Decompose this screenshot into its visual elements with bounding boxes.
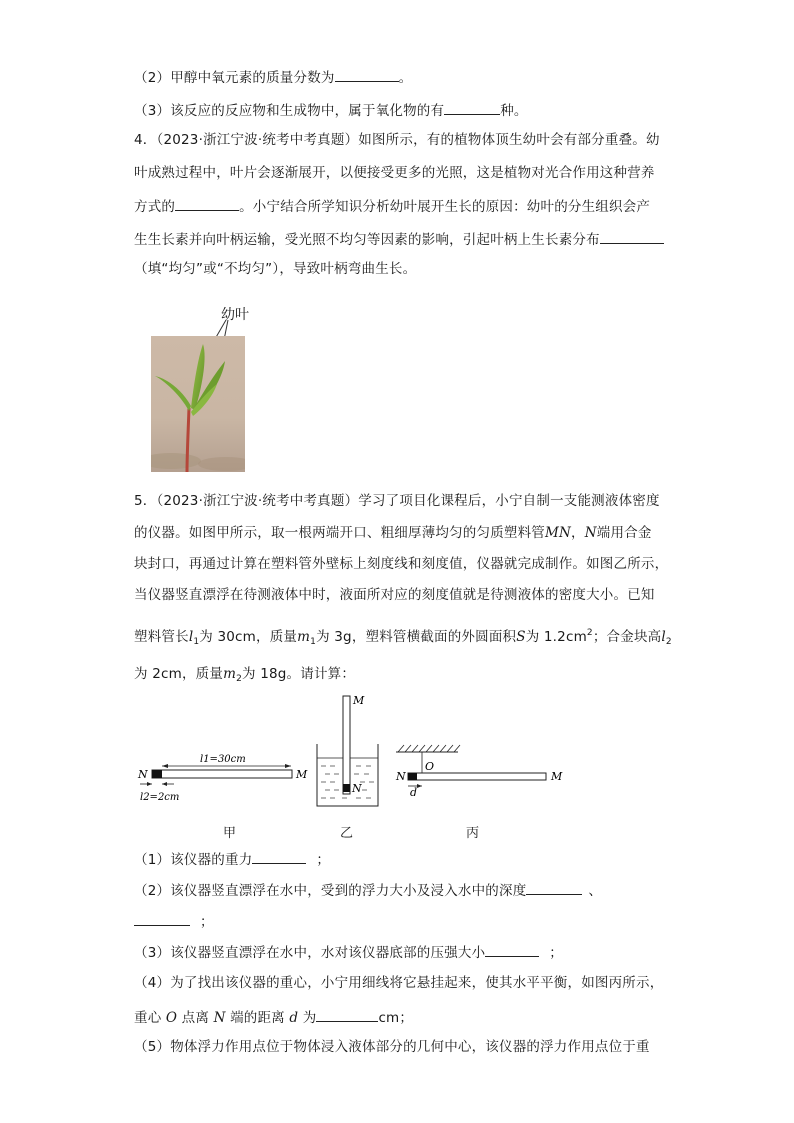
problem-5-line-2: 的仪器。如图甲所示，取一根两端开口、粗细厚薄均匀的匀质塑料管MN，N端用合金: [134, 525, 652, 541]
label-d: d: [410, 786, 418, 799]
question-2-line: （2）甲醇中氧元素的质量分数为 。: [134, 67, 412, 87]
subquestion-1: （1）该仪器的重力 ；: [134, 849, 330, 869]
subquestion-4: （4）为了找出该仪器的重心，小宁用细线将它悬挂起来，使其水平平衡，如图丙所示，: [134, 975, 664, 991]
answer-blank[interactable]: [316, 1007, 378, 1022]
label-N-jia: N: [138, 768, 148, 781]
problem-5-line-5: 塑料管长$l_1$为 30cm，质量$m_1$为 3g，塑料管横截面的外圆面积S为 $1.2cm^2$；合金块高$l_2$: [134, 628, 672, 647]
subquestion-4-cont: 重心 O 点离 N 端的距离 d 为 cm；: [134, 1007, 413, 1027]
label-N-bing: N: [396, 770, 406, 783]
answer-blank[interactable]: [485, 942, 539, 957]
q3-text: （3）该反应的反应物和生成物中，属于氧化物的有: [134, 103, 445, 119]
question-3-line: （3）该反应的反应物和生成物中，属于氧化物的有 种。: [134, 100, 528, 120]
answer-blank[interactable]: [134, 911, 190, 926]
problem-4-line-5: （填“均匀”或“不均匀”），导致叶柄弯曲生长。: [134, 261, 417, 277]
label-M-yi: M: [353, 694, 365, 707]
photo-label: 幼叶: [221, 307, 249, 323]
problem-5-line-1: 5．（2023·浙江宁波·统考中考真题）学习了项目化课程后，小宁自制一支能测液体密度: [134, 493, 660, 509]
problem-4-line-3: 方式的 。小宁结合所学知识分析幼叶展开生长的原因：幼叶的分生组织会产: [134, 196, 650, 216]
problem-4-line-1: 4．（2023·浙江宁波·统考中考真题）如图所示，有的植物体顶生幼叶会有部分重叠。幼: [134, 132, 660, 148]
problem-5-line-6: 为 2cm，质量$m_2$为 18g。请计算：: [134, 666, 356, 684]
label-N-yi: N: [352, 782, 362, 795]
subquestion-2: （2）该仪器竖直漂浮在水中，受到的浮力大小及浸入水中的深度 、: [134, 880, 602, 900]
q2-text: （2）甲醇中氧元素的质量分数为: [134, 70, 335, 86]
problem-5-line-3: 块封口，再通过计算在塑料管外壁标上刻度线和刻度值，仪器就完成制作。如图乙所示，: [134, 556, 669, 572]
answer-blank[interactable]: [335, 67, 399, 82]
alloy-block-yi: [343, 784, 350, 792]
problem-4-line-4: 生生长素并向叶柄运输，受光照不均匀等因素的影响，引起叶柄上生长素分布: [134, 229, 664, 249]
label-O: O: [425, 760, 435, 773]
subquestion-3: （3）该仪器竖直漂浮在水中，水对该仪器底部的压强大小 ；: [134, 942, 563, 962]
tube-yi: [343, 696, 350, 794]
answer-blank[interactable]: [175, 196, 239, 211]
subquestion-2-cont: ；: [134, 911, 214, 931]
alloy-block-bing: [408, 773, 417, 780]
tube-bing: [408, 773, 546, 780]
figure-yi: [312, 692, 392, 812]
label-M-jia: M: [296, 768, 308, 781]
answer-blank[interactable]: [444, 100, 500, 115]
subquestion-5: （5）物体浮力作用点位于物体浸入液体部分的几何中心，该仪器的浮力作用点位于重: [134, 1039, 650, 1055]
label-l2: l2=2cm: [140, 792, 180, 803]
seedling-photo: [151, 336, 245, 472]
figure-bing: [392, 742, 572, 802]
answer-blank[interactable]: [526, 880, 582, 895]
problem-5-line-4: 当仪器竖直漂浮在待测液体中时，液面所对应的刻度值就是待测液体的密度大小。已知: [134, 587, 655, 603]
caption-jia: 甲: [223, 826, 237, 841]
answer-blank[interactable]: [252, 849, 306, 864]
caption-yi: 乙: [340, 826, 354, 841]
alloy-block-jia: [152, 770, 162, 778]
caption-bing: 丙: [466, 826, 480, 841]
label-M-bing: M: [551, 770, 563, 783]
problem-4-line-2: 叶成熟过程中，叶片会逐渐展开，以便接受更多的光照，这是植物对光合作用这种营养: [134, 165, 655, 181]
figure-jia: [134, 750, 314, 810]
tube-jia: [152, 770, 292, 778]
label-l1: l1=30cm: [200, 754, 246, 765]
answer-blank[interactable]: [600, 229, 664, 244]
